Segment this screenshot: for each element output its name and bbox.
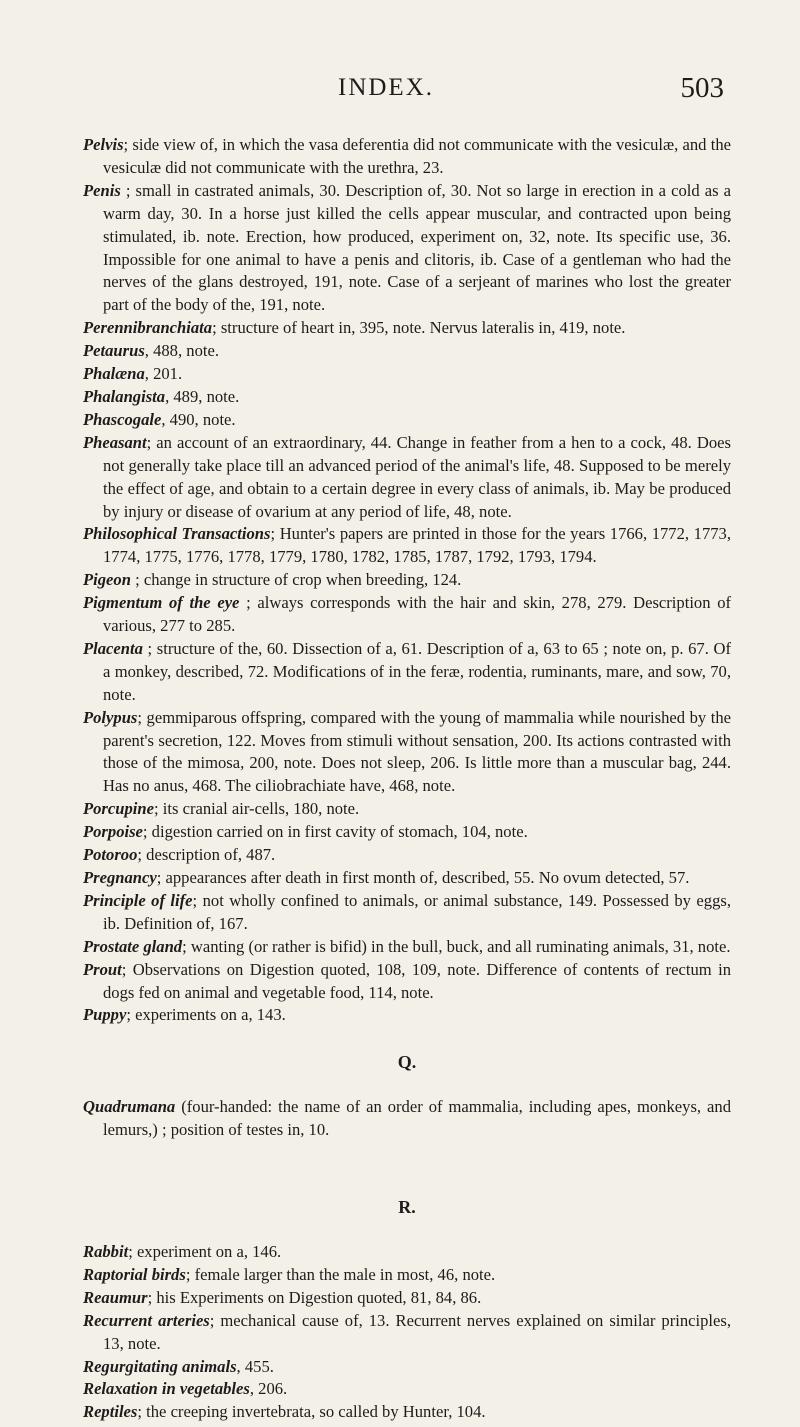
entry-term: Pelvis (83, 135, 124, 154)
entry-text: ; not wholly confined to animals, or animal substance, 149. Possessed by eggs, ib. Definition of, 167. (103, 890, 731, 933)
entry-text: ; small in castrated animals, 30. Description of, 30. Not so large in erection in a cold as a warm day, 30. In a horse just killed the cells appear muscular, and contracted upon being stimulated, ib. note. Erection, how produced, experiment on, 32, note. Its specific use, 36. Impossible for one animal to have a penis and clitoris, ib. Case of a gentleman who had the nerves of the glans destroyed, 191, note. Case of a serjeant of marines who lost the greater part of the body of the, 191, note. (103, 180, 731, 315)
entry-text: ; digestion carried on in first cavity of stomach, 104, note. (142, 822, 528, 842)
entry-term: Pregnancy (83, 868, 157, 887)
entry-text: ; experiments on a, 143. (126, 1005, 286, 1025)
entry-text: , 489, note. (165, 386, 240, 406)
entry-term: Phalæna (83, 364, 145, 384)
index-entry (83, 1401, 731, 1424)
index-entry (83, 569, 731, 592)
index-entry (83, 1378, 731, 1401)
entry-term: Polypus (83, 707, 138, 727)
entry-term: Rabbit (83, 1241, 129, 1261)
entry-text: , 206. (249, 1379, 288, 1399)
entry-text: ; side view of, in which the vasa deferentia did not communicate with the vesiculæ, and the vesiculæ did not communicate with the urethra, 23. (103, 135, 731, 177)
entry-term: Reaumur (83, 1287, 148, 1307)
entry-text: ; its cranial air-cells, 180, note. (154, 799, 360, 819)
entry-term: Prostate gland (83, 936, 183, 956)
index-entry (83, 592, 731, 638)
entry-text: ; wanting (or rather is bifid) in the bull, buck, and all ruminating animals, 31, note. (182, 936, 731, 956)
entry-term: Reptiles (83, 1402, 138, 1422)
entry-text: ; always corresponds with the hair and skin, 278, 279. Description of various, 277 to 285. (103, 593, 732, 636)
entry-text: ; description of, 487. (137, 845, 276, 865)
entry-term: Pheasant (83, 432, 147, 452)
index-entry (83, 386, 731, 409)
entry-term: Pigeon (83, 570, 131, 590)
entry-term: Principle of life (83, 890, 193, 910)
entry-term: Recurrent arteries (83, 1310, 210, 1330)
entry-text: , 201. (144, 364, 183, 384)
index-entry (83, 821, 731, 844)
index-entry (83, 523, 731, 569)
index-entry (83, 936, 731, 959)
entry-term: Potoroo (83, 845, 138, 865)
entry-term: Phalangista (83, 386, 166, 406)
entry-text: ; the creeping invertebrata, so called by Hunter, 104. (137, 1402, 486, 1422)
entry-text: ; Hunter's papers are printed in those for the years 1766, 1772, 1773, 1774, 1775, 1776, 1778, 1779, 1780, 1782, 1785, 1787, 1792, 1793, 1794. (103, 524, 731, 567)
index-entry (83, 1241, 731, 1264)
index-entry (83, 1356, 731, 1379)
index-entry (83, 890, 731, 936)
index-entry (83, 409, 731, 432)
index-entry (83, 180, 731, 317)
entry-term: Pigmentum of the eye (83, 593, 240, 613)
entry-term: Quadrumana (83, 1097, 176, 1117)
index-entry (83, 1004, 731, 1027)
index-entry (83, 134, 731, 180)
entry-term: Relaxation in vegetables (83, 1379, 250, 1399)
index-entry (83, 340, 731, 363)
index-entry (83, 798, 731, 821)
index-entry (83, 363, 731, 386)
entry-text: ; structure of heart in, 395, note. Nervus lateralis in, 419, note. (212, 318, 626, 338)
running-title: INDEX. (338, 74, 435, 101)
entry-term: Porpoise (83, 822, 143, 842)
entry-term: Petaurus (83, 341, 145, 361)
entry-term: Perennibranchiata (83, 318, 213, 338)
index-entry (83, 1287, 731, 1310)
index-body (83, 134, 731, 1424)
entry-term: Raptorial birds (83, 1264, 186, 1284)
entry-term: Philosophical Transactions (83, 524, 271, 544)
entry-text: ; gemmiparous offspring, compared with the young of mammalia while nourished by the parent's secretion, 122. Moves from stimuli without sensation, 200. Its actions contrasted with those of the mimosa, 200, note. Does not sleep, 206. Is little more than a muscular bag, 244. Has no anus, 468. The ciliobrachiate have, 468, note. (103, 707, 731, 796)
index-entry (83, 317, 731, 340)
entry-term: Prout (83, 959, 122, 979)
entry-text: , 490, note. (161, 409, 236, 429)
section-letter-heading: Q. (397, 1052, 417, 1073)
index-entry (83, 1310, 731, 1356)
entry-term: Puppy (83, 1005, 127, 1025)
section-letter-heading: R. (398, 1197, 416, 1218)
entry-text: ; Observations on Digestion quoted, 108, 109, note. Difference of contents of rectum in dogs fed on animal and vegetable food, 114, note. (103, 959, 731, 1002)
entry-term: Penis (83, 180, 121, 200)
entry-text: ; appearances after death in first month of, described, 55. No ovum detected, 57. (156, 868, 690, 887)
entry-term: Placenta (83, 638, 143, 658)
index-section-q (83, 1051, 731, 1142)
entry-text: ; change in structure of crop when breeding, 124. (130, 570, 462, 590)
entry-term: Porcupine (83, 799, 154, 819)
entry-term: Phascogale (83, 409, 162, 429)
entry-text: , 488, note. (144, 341, 219, 361)
page-number: 503 (680, 72, 724, 104)
entry-text: (four-handed: the name of an order of mammalia, including apes, monkeys, and lemurs,) ; position of testes in, 10. (103, 1097, 731, 1140)
entry-text: ; an account of an extraordinary, 44. Change in feather from a hen to a cock, 48. Does not generally take place till an advanced period of the animal's life, 48. Supposed to be merely the effect of age, and obtain to a certain degree in every class of animals, ib. May be produced by injury or disease of ovarium at any period of life, 48, note. (103, 432, 731, 521)
entry-text: ; experiment on a, 146. (128, 1241, 282, 1261)
index-entry (83, 432, 731, 524)
entry-text: , 455. (236, 1356, 274, 1376)
index-entry (83, 867, 731, 890)
index-entry (83, 638, 731, 707)
index-entry (83, 1264, 731, 1287)
entry-text: ; female larger than the male in most, 46, note. (185, 1264, 496, 1284)
entry-text: ; his Experiments on Digestion quoted, 81, 84, 86. (147, 1287, 482, 1307)
index-entry (83, 959, 731, 1005)
index-entry (83, 707, 731, 799)
index-entry (83, 844, 731, 867)
index-section-p (83, 134, 731, 1027)
entry-text: ; mechanical cause of, 13. Recurrent nerves explained on similar principles, 13, note. (103, 1310, 732, 1353)
page-header (0, 74, 800, 114)
entry-term: Regurgitating animals (83, 1356, 237, 1376)
entry-text: ; structure of the, 60. Dissection of a, 61. Description of a, 63 to 65 ; note on, p. 67. Of a monkey, described, 72. Modifications of in the feræ, rodentia, ruminants, mare, and sow, 70, note. (103, 638, 731, 704)
index-section-r (83, 1196, 731, 1424)
index-entry (83, 1096, 731, 1142)
